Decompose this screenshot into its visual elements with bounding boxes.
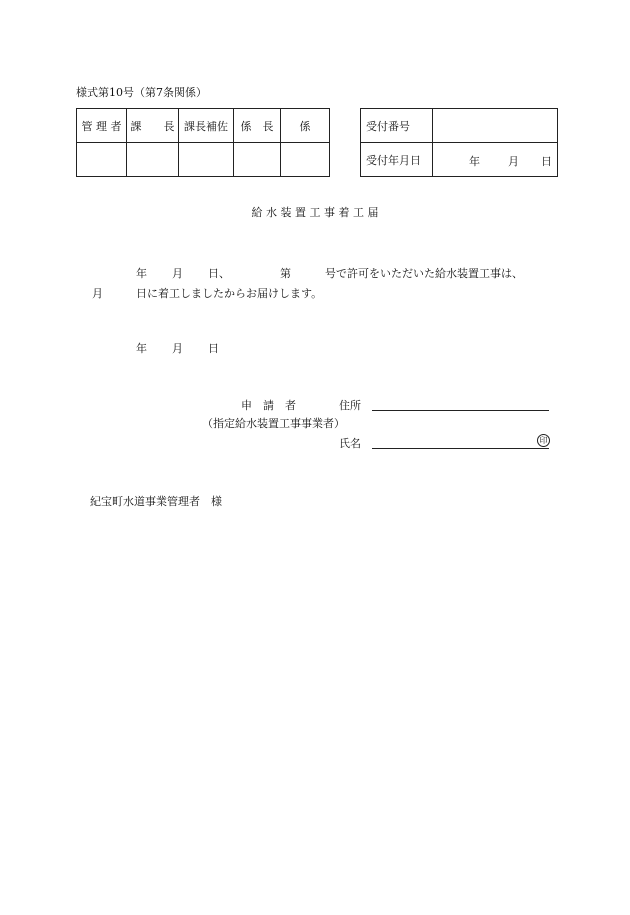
applicant-label: 申 請 者: [241, 399, 296, 412]
approval-table: [76, 108, 330, 177]
approval-stamp-assistant-chief[interactable]: [179, 143, 234, 177]
approval-stamp-row: [77, 143, 330, 177]
reception-date-year: 年: [469, 155, 480, 168]
submission-year: 年: [136, 342, 147, 355]
approval-header-row: [77, 109, 330, 143]
body-permit-number-prefix: 第: [280, 267, 291, 280]
contractor-note: （指定給水装置工事事業者）: [202, 417, 345, 430]
approval-header-subsection-chief: 係 長: [234, 109, 281, 143]
reception-date-label: 受付年月日: [361, 143, 433, 177]
seal-mark: 印: [537, 434, 550, 447]
reception-number-row: [361, 109, 558, 143]
approval-stamp-manager[interactable]: [77, 143, 127, 177]
body-permit-text: 号で許可をいただいた給水装置工事は、: [325, 267, 523, 280]
reception-date-month: 月: [508, 155, 519, 168]
reception-date-row: [361, 143, 558, 177]
name-field[interactable]: [372, 448, 549, 449]
document-title: 給 水 装 置 工 事 着 工 届: [251, 206, 379, 219]
body-day: 日、: [208, 267, 230, 280]
body-start-month: 月: [92, 287, 103, 300]
address-field[interactable]: [372, 410, 549, 411]
body-year: 年: [136, 267, 147, 280]
approval-header-section-chief: 課 長: [127, 109, 179, 143]
approval-header-assistant-chief: 課長補佐: [179, 109, 234, 143]
body-month: 月: [172, 267, 183, 280]
submission-month: 月: [172, 342, 183, 355]
approval-stamp-staff[interactable]: [281, 143, 330, 177]
address-label: 住所: [339, 399, 361, 412]
recipient: 紀宝町水道事業管理者 様: [90, 495, 222, 508]
reception-table: [360, 108, 558, 177]
form-number: 様式第10号（第7条関係）: [76, 86, 207, 99]
name-label: 氏名: [339, 437, 361, 450]
reception-number-label: 受付番号: [361, 109, 433, 143]
reception-number-value[interactable]: [433, 109, 558, 143]
approval-stamp-section-chief[interactable]: [127, 143, 179, 177]
body-start-text: 日に着工しましたからお届けします。: [136, 287, 323, 300]
reception-date-value[interactable]: [433, 143, 558, 177]
approval-header-manager: 管 理 者: [77, 109, 127, 143]
approval-stamp-subsection-chief[interactable]: [234, 143, 281, 177]
reception-date-day: 日: [541, 155, 552, 168]
approval-header-staff: 係: [281, 109, 330, 143]
submission-day: 日: [208, 342, 219, 355]
